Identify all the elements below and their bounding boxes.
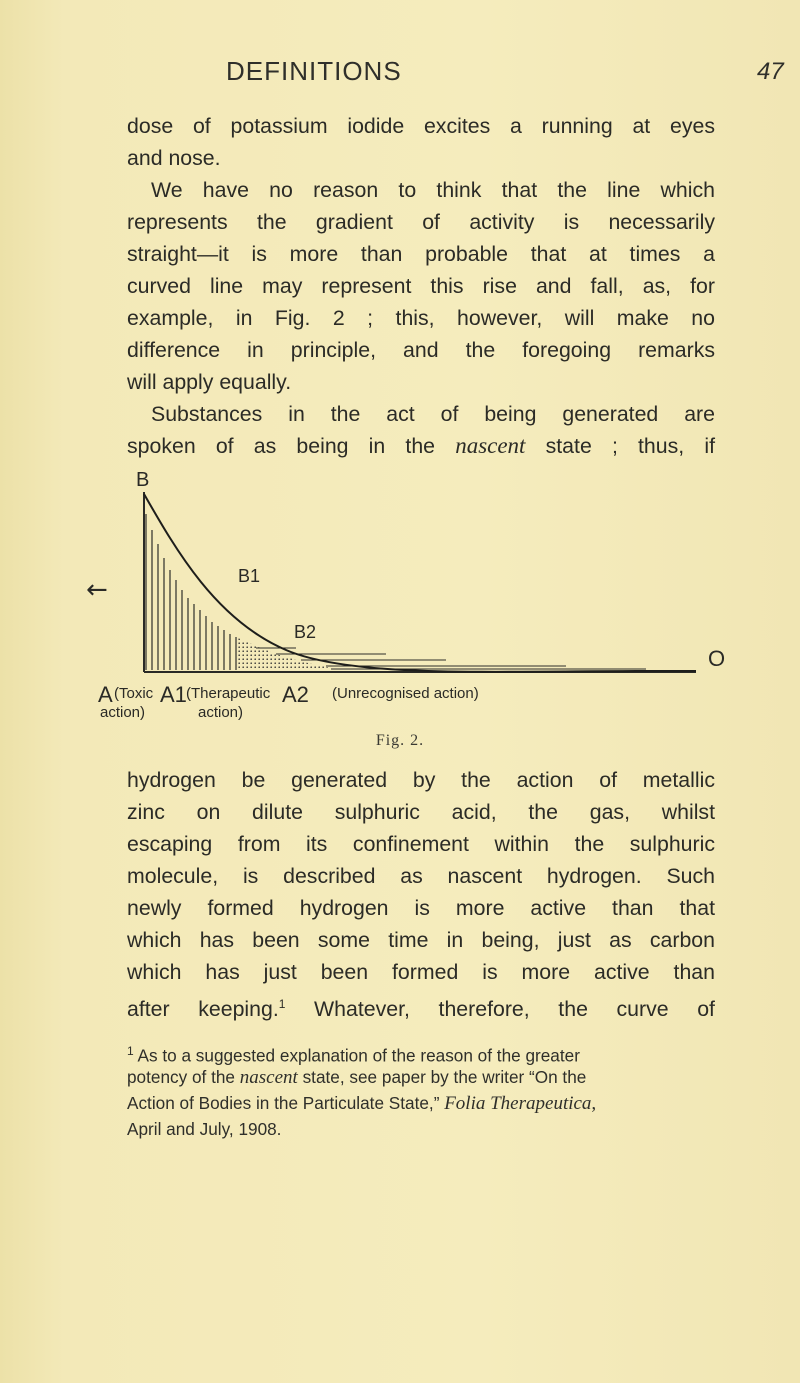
page-header <box>0 52 800 88</box>
running-title: DEFINITIONS <box>226 56 402 86</box>
text-run: Action of Bodies in the Particulate State,” <box>127 1093 445 1113</box>
text-line: represents the gradient of activity is necessarily <box>127 210 715 234</box>
text-line: which has been some time in being, just as carbon <box>127 928 715 952</box>
label-a2: A2 <box>282 682 309 707</box>
text-run: spoken of as being in the <box>127 434 456 458</box>
vertical-hatch-lines <box>146 514 236 670</box>
label-a1-text2: action) <box>198 704 244 721</box>
text-line: We have no reason to think that the line which <box>151 178 715 202</box>
footnote-line <box>127 1064 717 1090</box>
paragraph-4 <box>127 764 715 1020</box>
emphasis-nascent: nascent <box>239 1067 298 1088</box>
text-run: potency of the <box>127 1067 240 1087</box>
text-line: Substances in the act of being generated are <box>151 402 715 426</box>
text-line <box>127 430 715 462</box>
text-line: zinc on dilute sulphuric acid, the gas, whilst <box>127 800 715 824</box>
text-run: As to a suggested explanation of the reason of the greater <box>133 1045 580 1066</box>
footnote-line <box>127 1090 717 1116</box>
text-line: hydrogen be generated by the action of metallic <box>127 768 715 792</box>
text-line: will apply equally. <box>127 370 292 394</box>
text-run: state, see paper by the writer “On the <box>297 1067 587 1087</box>
footnote-line: April and July, 1908. <box>127 1119 282 1139</box>
text-line: curved line may represent this rise and fall, as, for <box>127 274 715 298</box>
text-line: escaping from its confinement within the sulphuric <box>127 832 715 856</box>
left-arrow-icon: ← <box>86 575 108 605</box>
figure-caption: Fig. 2. <box>375 732 425 749</box>
activity-curve <box>144 494 696 672</box>
text-line: newly formed hydrogen is more active than that <box>127 896 715 920</box>
text-line: example, in Fig. 2 ; this, however, will make no <box>127 306 715 330</box>
label-a1-text: (Therapeutic <box>186 685 271 702</box>
text-line: dose of potassium iodide excites a running at eyes <box>127 114 715 138</box>
text-run: after keeping. <box>127 997 279 1022</box>
footnote-marker: 1 <box>127 1044 134 1058</box>
text-line <box>127 988 715 1020</box>
footnote-line <box>127 1038 717 1064</box>
text-line: and nose. <box>127 146 221 170</box>
paragraph-2 <box>127 174 715 398</box>
label-origin: O <box>708 646 726 671</box>
label-a2-text: (Unrecognised action) <box>332 685 479 702</box>
paragraph-1 <box>127 110 715 174</box>
label-a: A <box>98 682 113 707</box>
text-run: Whatever, therefore, the curve of <box>285 997 715 1022</box>
page-number: 47 <box>757 58 784 85</box>
label-b2: B2 <box>294 622 317 642</box>
label-a1: A1 <box>160 682 187 707</box>
paragraph-3 <box>127 398 715 462</box>
footnote-reference: 1 <box>278 997 286 1011</box>
text-line: molecule, is described as nascent hydrogen. Such <box>127 864 715 888</box>
text-line: straight—it is more than probable that at times a <box>127 242 715 266</box>
label-b1: B1 <box>238 566 261 586</box>
emphasis-nascent: nascent <box>455 433 526 458</box>
label-a-text: (Toxic <box>114 685 154 702</box>
label-b: B <box>136 470 150 491</box>
label-a-text2: action) <box>100 704 146 721</box>
text-line: which has just been formed is more active than <box>127 960 715 984</box>
text-line: difference in principle, and the foregoing remarks <box>127 338 715 362</box>
text-run: state ; thus, if <box>525 434 715 458</box>
footnote <box>127 1038 717 1142</box>
journal-title: Folia Therapeutica, <box>444 1093 597 1114</box>
